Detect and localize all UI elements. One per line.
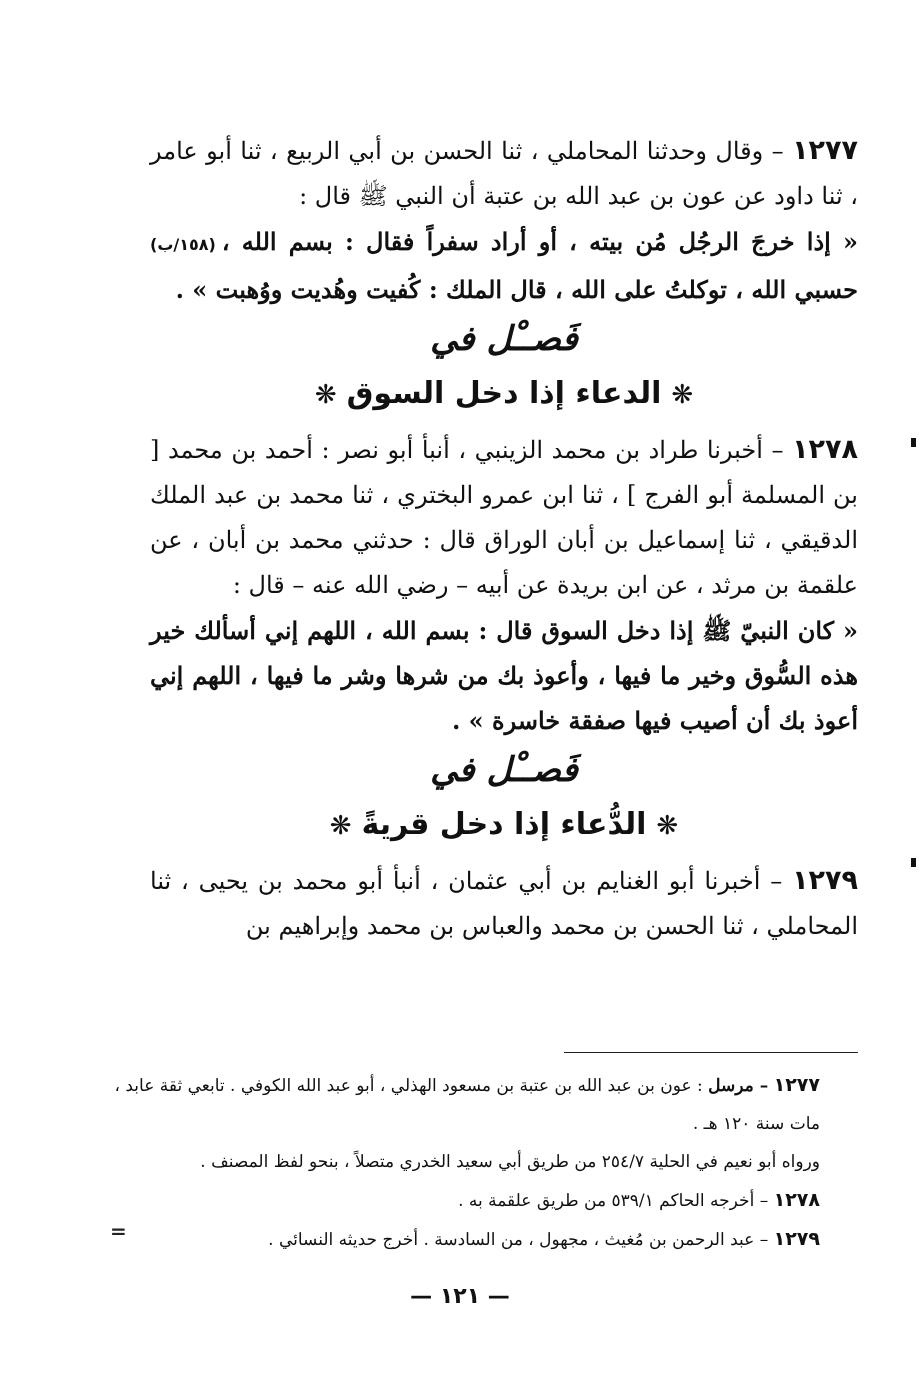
footnote-1277 bbox=[112, 1066, 820, 1143]
hadith-1277-text bbox=[150, 219, 858, 312]
footnote-grade: – مرسل bbox=[708, 1076, 769, 1096]
footnote-1278 bbox=[112, 1181, 820, 1220]
footnote-number: ١٢٧٩ bbox=[773, 1228, 820, 1250]
star-ornament-icon: ❋ bbox=[314, 380, 337, 410]
footnote-text: – عبد الرحمن بن مُغيث ، مجهول ، من السادسة . أخرج حديثه النسائي . bbox=[268, 1230, 769, 1250]
section-heading: فَصــْل في bbox=[430, 750, 578, 790]
chain-text: – أخبرنا أبو الغنايم بن أبي عثمان ، أنبأ أبو محمد بن يحيى ، ثنا المحاملي ، ثنا الحسن بن محمد والعباس بن محمد وإبراهيم بن bbox=[150, 867, 858, 940]
section-title bbox=[150, 366, 858, 423]
section-title bbox=[150, 797, 858, 854]
chain-text: – وقال وحدثنا المحاملي ، ثنا الحسن بن أبي الربيع ، ثنا أبو عامر ، ثنا داود عن عون بن عبد الله بن عتبة أن النبي ﷺ قال : bbox=[150, 137, 858, 210]
hadith-1279-chain bbox=[150, 858, 858, 949]
section-title-text: الدُّعاء إذا دخل قريةً bbox=[361, 807, 647, 842]
footnote-number: ١٢٧٧ bbox=[773, 1074, 820, 1096]
page-number: — ١٢١ — bbox=[410, 1284, 510, 1309]
section-title-text: الدعاء إذا دخل السوق bbox=[346, 376, 662, 411]
hadith-number: ١٢٧٧ bbox=[792, 135, 858, 166]
hadith-number: ١٢٧٩ bbox=[792, 865, 858, 896]
star-ornament-icon: ❋ bbox=[329, 811, 352, 841]
hadith-1278-text: « كان النبيّ ﷺ إذا دخل السوق قال : بسم الله ، اللهم إني أسألك خير هذه السُّوق وخير ما فيها ، وأعوذ بك من شرها وشر ما فيها ، اللهم إني أعوذ بك أن أصيب فيها صفقة خاسرة » . bbox=[150, 616, 858, 735]
scan-edge-mark bbox=[911, 438, 916, 447]
hadith-1278-chain bbox=[150, 427, 858, 608]
scan-edge-mark bbox=[911, 858, 916, 867]
section-heading: فَصــْل في bbox=[430, 319, 578, 359]
footnote-1279 bbox=[112, 1220, 820, 1259]
manuscript-folio-note: (١٥٨/ب) bbox=[150, 235, 216, 254]
chain-text: – أخبرنا طراد بن محمد الزينبي ، أنبأ أبو نصر : أحمد بن محمد [ بن المسلمة أبو الفرج ] ، ثنا ابن عمرو البختري ، ثنا محمد بن عبد الملك الدقيقي ، ثنا إسماعيل بن أبان الوراق قال : حدثني محمد بن أبان ، عن علقمة بن مرثد ، عن ابن بريدة عن أبيه – رضي الله عنه – قال : bbox=[150, 436, 858, 599]
hadith-1277-chain bbox=[150, 128, 858, 219]
main-text bbox=[150, 128, 858, 949]
star-ornament-icon: ❋ bbox=[656, 811, 679, 841]
footnote-number: ١٢٧٨ bbox=[773, 1189, 820, 1211]
continued-mark: = bbox=[110, 1219, 127, 1243]
footnote-1277-continued: ورواه أبو نعيم في الحلية ٢٥٤/٧ من طريق أبي سعيد الخدري متصلاً ، بنحو لفظ المصنف . bbox=[200, 1152, 820, 1172]
star-ornament-icon: ❋ bbox=[671, 380, 694, 410]
hadith-text-b: حسبي الله ، توكلتُ على الله ، قال الملك : كُفيت وهُديت ووُهبت » . bbox=[175, 275, 858, 304]
footnote-text: : عون بن عبد الله بن عتبة بن مسعود الهذلي ، أبو عبد الله الكوفي . تابعي ثقة عابد ، مات سنة ١٢٠ هـ . bbox=[114, 1076, 820, 1134]
footnotes bbox=[112, 1066, 820, 1259]
hadith-number: ١٢٧٨ bbox=[792, 434, 858, 465]
hadith-text-a: « إذا خرجَ الرجُل مُن بيته ، أو أراد سفراً فقال : بسم الله ، bbox=[221, 227, 858, 256]
footnote-text: – أخرجه الحاكم ٥٣٩/١ من طريق علقمة به . bbox=[458, 1191, 769, 1211]
footnote-divider bbox=[564, 1052, 858, 1053]
